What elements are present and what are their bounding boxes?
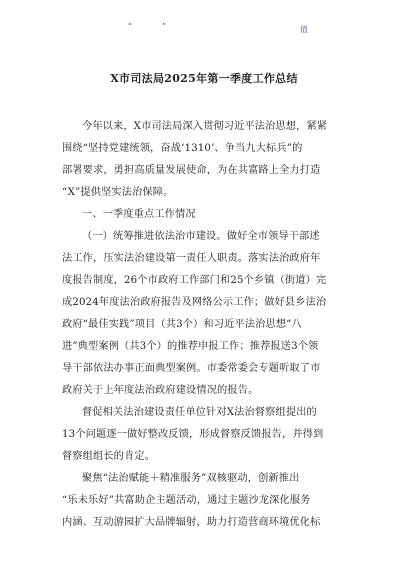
body-line: 部署要求，勇担高质量发展使命，为在共富路上全力打造 xyxy=(62,165,321,176)
body-line: 政府“最佳实践”项目（共3个）和习近平法治思想“八 xyxy=(62,319,302,330)
body-line: 今年以来，X市司法局深入贯彻习近平法治思想，紧紧 xyxy=(82,121,328,132)
body-line: 围绕“坚持党建统领，奋战‘1310’、争当九大标兵”的 xyxy=(62,143,303,154)
document-body xyxy=(62,116,352,534)
body-line: “X”提供坚实法治保障。 xyxy=(62,187,174,198)
body-line: 度报告制度，26个市政府工作部门和25个乡镇（街道）完 xyxy=(62,275,327,286)
body-line: 一、一季度重点工作情况 xyxy=(82,209,196,220)
header-mark-left: “ xyxy=(128,22,133,31)
body-line: 法工作，压实法治建设第一责任人职责。落实法治政府年 xyxy=(62,253,321,264)
body-line: 政府关于上年度法治政府建设情况的报告。 xyxy=(62,385,259,396)
body-line: 成2024年度法治政府报告及网络公示工作；做好县乡法治 xyxy=(62,297,327,308)
body-line: 进”典型案例（共3个）的推荐申报工作；推荐报送3个领 xyxy=(62,341,319,352)
body-line: 内涵、互动游园扩大品牌辐射，助力打造营商环境优化标 xyxy=(62,517,321,528)
body-line: “乐未乐好”共富助企主题活动，通过主题沙龙深化服务 xyxy=(62,495,311,506)
body-line: 督察组组长的肯定。 xyxy=(62,451,156,462)
header-mark-right: 值 xyxy=(300,25,308,34)
body-line: 导干部依法办事正面典型案例。市委常委会专题听取了市 xyxy=(62,363,321,374)
body-line: 13个问题逐一做好整改反馈，形成督察反馈报告，并得到 xyxy=(62,429,324,440)
body-line: 聚焦“法治赋能＋精准服务”双核驱动，创新推出 xyxy=(82,473,300,484)
document-title: X市司法局2025年第一季度工作总结 xyxy=(110,72,298,85)
body-line: 督促相关法治建设责任单位针对X法治督察组提出的 xyxy=(82,407,317,418)
page-header-marks xyxy=(0,22,408,36)
header-mark-middle: ” xyxy=(162,22,167,31)
body-line: （一）统筹推进依法治市建设。做好全市领导干部述 xyxy=(82,231,320,242)
